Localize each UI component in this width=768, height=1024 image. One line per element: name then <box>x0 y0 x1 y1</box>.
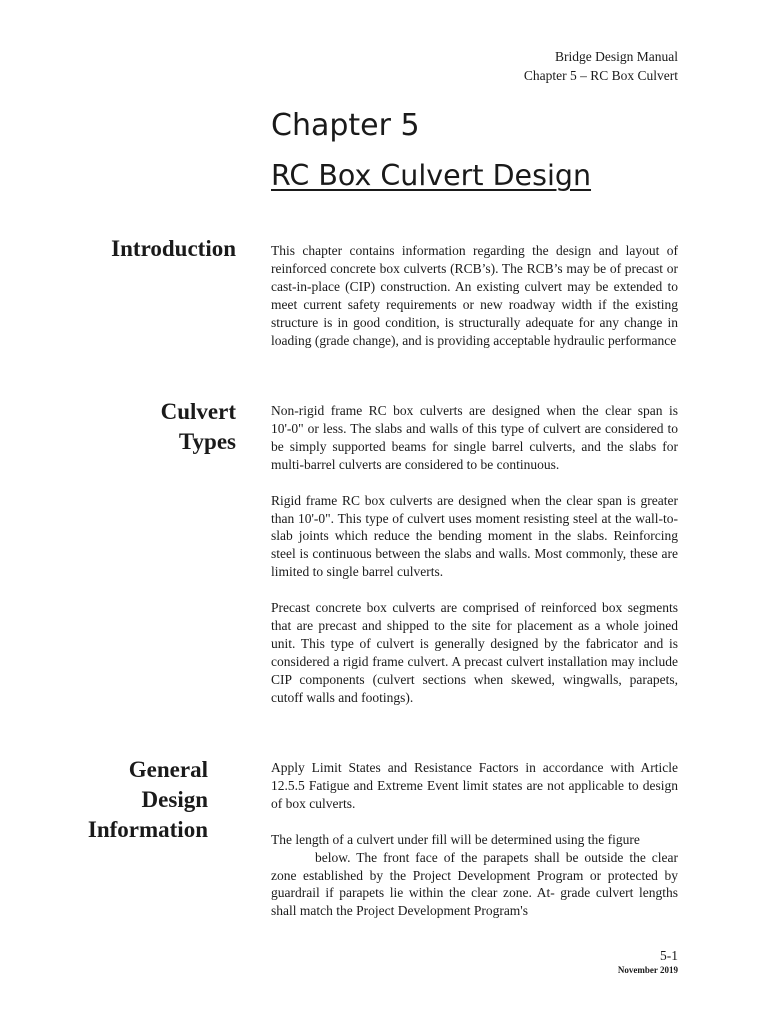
general-design-heading-line1: General <box>128 757 208 782</box>
chapter-title: RC Box Culvert Design <box>271 159 592 192</box>
culvert-types-paragraph-rigid: Rigid frame RC box culverts are designed when the clear span is greater than 10'-0". This type of culvert uses moment resisting steel at the wall-to-slab joints which reduce the bending moment in the slabs. Reinforcing steel is continuous between the slabs and walls. Most commonly, these are limited to single barrel culverts. <box>271 492 678 580</box>
page-date: November 2019 <box>617 965 678 975</box>
general-design-heading-line3: Information <box>87 817 208 842</box>
chapter-reference: Chapter 5 – RC Box Culvert <box>523 68 678 83</box>
introduction-heading <box>111 234 236 264</box>
page-number: 5-1 <box>660 948 678 963</box>
introduction-paragraph: This chapter contains information regarding the design and layout of reinforced concrete box culverts (RCB’s). The RCB’s may be of precast or cast-in-place (CIP) construction. An existing culvert may be extended to meet current safety requirements or new roadway width if the existing structure is in good condition, is structurally adequate for any change in loading (grade change), and is providing acceptable hydraulic performance <box>271 243 678 348</box>
culvert-types-heading-line1: Culvert <box>160 399 236 424</box>
manual-title: Bridge Design Manual <box>555 49 678 64</box>
general-design-paragraph-length-cont <box>271 849 678 921</box>
culvert-types-heading <box>161 397 236 457</box>
page-footer <box>618 948 678 976</box>
culvert-types-paragraph-nonrigid: Non-rigid frame RC box culverts are designed when the clear span is 10'-0" or less. The slabs and walls of this type of culvert are considered to be simply supported beams for single barrel culverts, and the slabs for multi-barrel culverts are considered to be continuous. <box>271 403 678 472</box>
introduction-body <box>271 242 678 349</box>
culvert-types-body <box>271 402 678 707</box>
general-design-paragraph-limit-states: Apply Limit States and Resistance Factors in accordance with Article 12.5.5 Fatigue and Extreme Event limit states are not applicable to design of box culverts. <box>271 760 678 811</box>
general-design-paragraph-length-line1: The length of a culvert under fill will be determined using the figure <box>271 831 640 847</box>
chapter-number-title: Chapter 5 <box>271 108 420 143</box>
general-design-body <box>271 759 678 920</box>
introduction-heading-text: Introduction <box>111 236 236 261</box>
running-header <box>524 47 678 85</box>
general-design-heading-line2: Design <box>141 787 208 812</box>
culvert-types-heading-line2: Types <box>178 429 236 454</box>
general-design-heading <box>88 755 208 845</box>
general-design-paragraph-length-rest: below. The front face of the parapets shall be outside the clear zone established by the Project Development Program or protected by guardrail if parapets lie within the clear zone. At- grade culvert lengths shall match the Project Development Program's <box>271 849 678 919</box>
culvert-types-paragraph-precast: Precast concrete box culverts are comprised of reinforced box segments that are precast and shipped to the site for placement as a whole joined unit. This type of culvert is generally designed by the fabricator and is considered a rigid frame culvert. A precast culvert installation may include CIP components (culvert sections when skewed, wingwalls, parapets, cutoff walls and footings). <box>271 600 678 705</box>
